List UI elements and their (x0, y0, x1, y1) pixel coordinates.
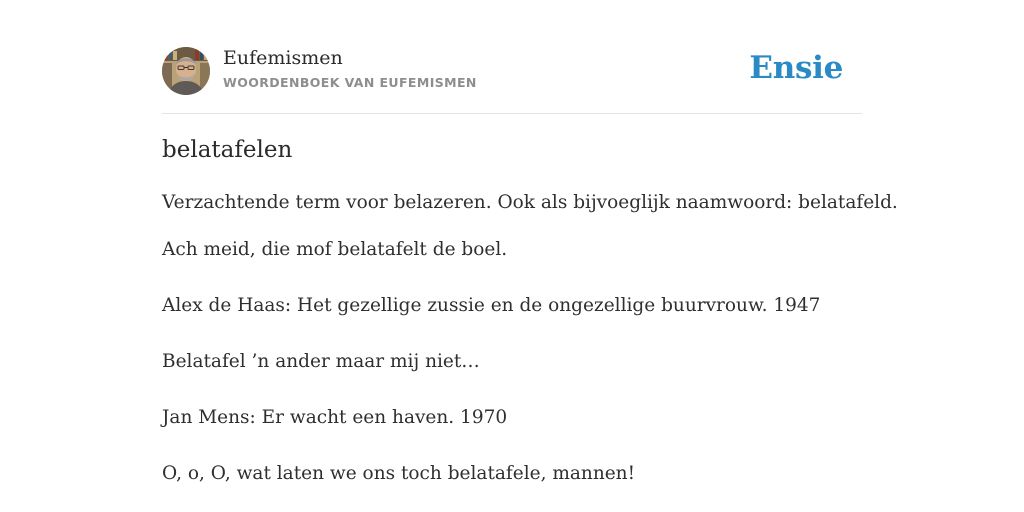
entry-definition: Verzachtende term voor belazeren. Ook als bijvoeglijk naamwoord: belatafeld. (162, 192, 898, 213)
avatar-portrait-icon (162, 47, 210, 95)
brand-name[interactable]: Eufemismen (223, 47, 343, 69)
header-divider (162, 113, 862, 114)
entry-title: belatafelen (162, 137, 293, 163)
avatar[interactable] (162, 47, 210, 95)
entry-example: Belatafel ’n ander maar mij niet… (162, 351, 480, 372)
entry-example: O, o, O, wat laten we ons toch belatafele, mannen! (162, 463, 636, 484)
entry-example: Ach meid, die mof belatafelt de boel. (162, 239, 508, 260)
header (162, 46, 862, 96)
brand-subtitle[interactable]: WOORDENBOEK VAN EUFEMISMEN (223, 75, 477, 90)
ensie-logo[interactable]: Ensie (749, 50, 843, 86)
entry-source: Alex de Haas: Het gezellige zussie en de ongezellige buurvrouw. 1947 (162, 295, 821, 316)
entry-source: Jan Mens: Er wacht een haven. 1970 (162, 407, 508, 428)
